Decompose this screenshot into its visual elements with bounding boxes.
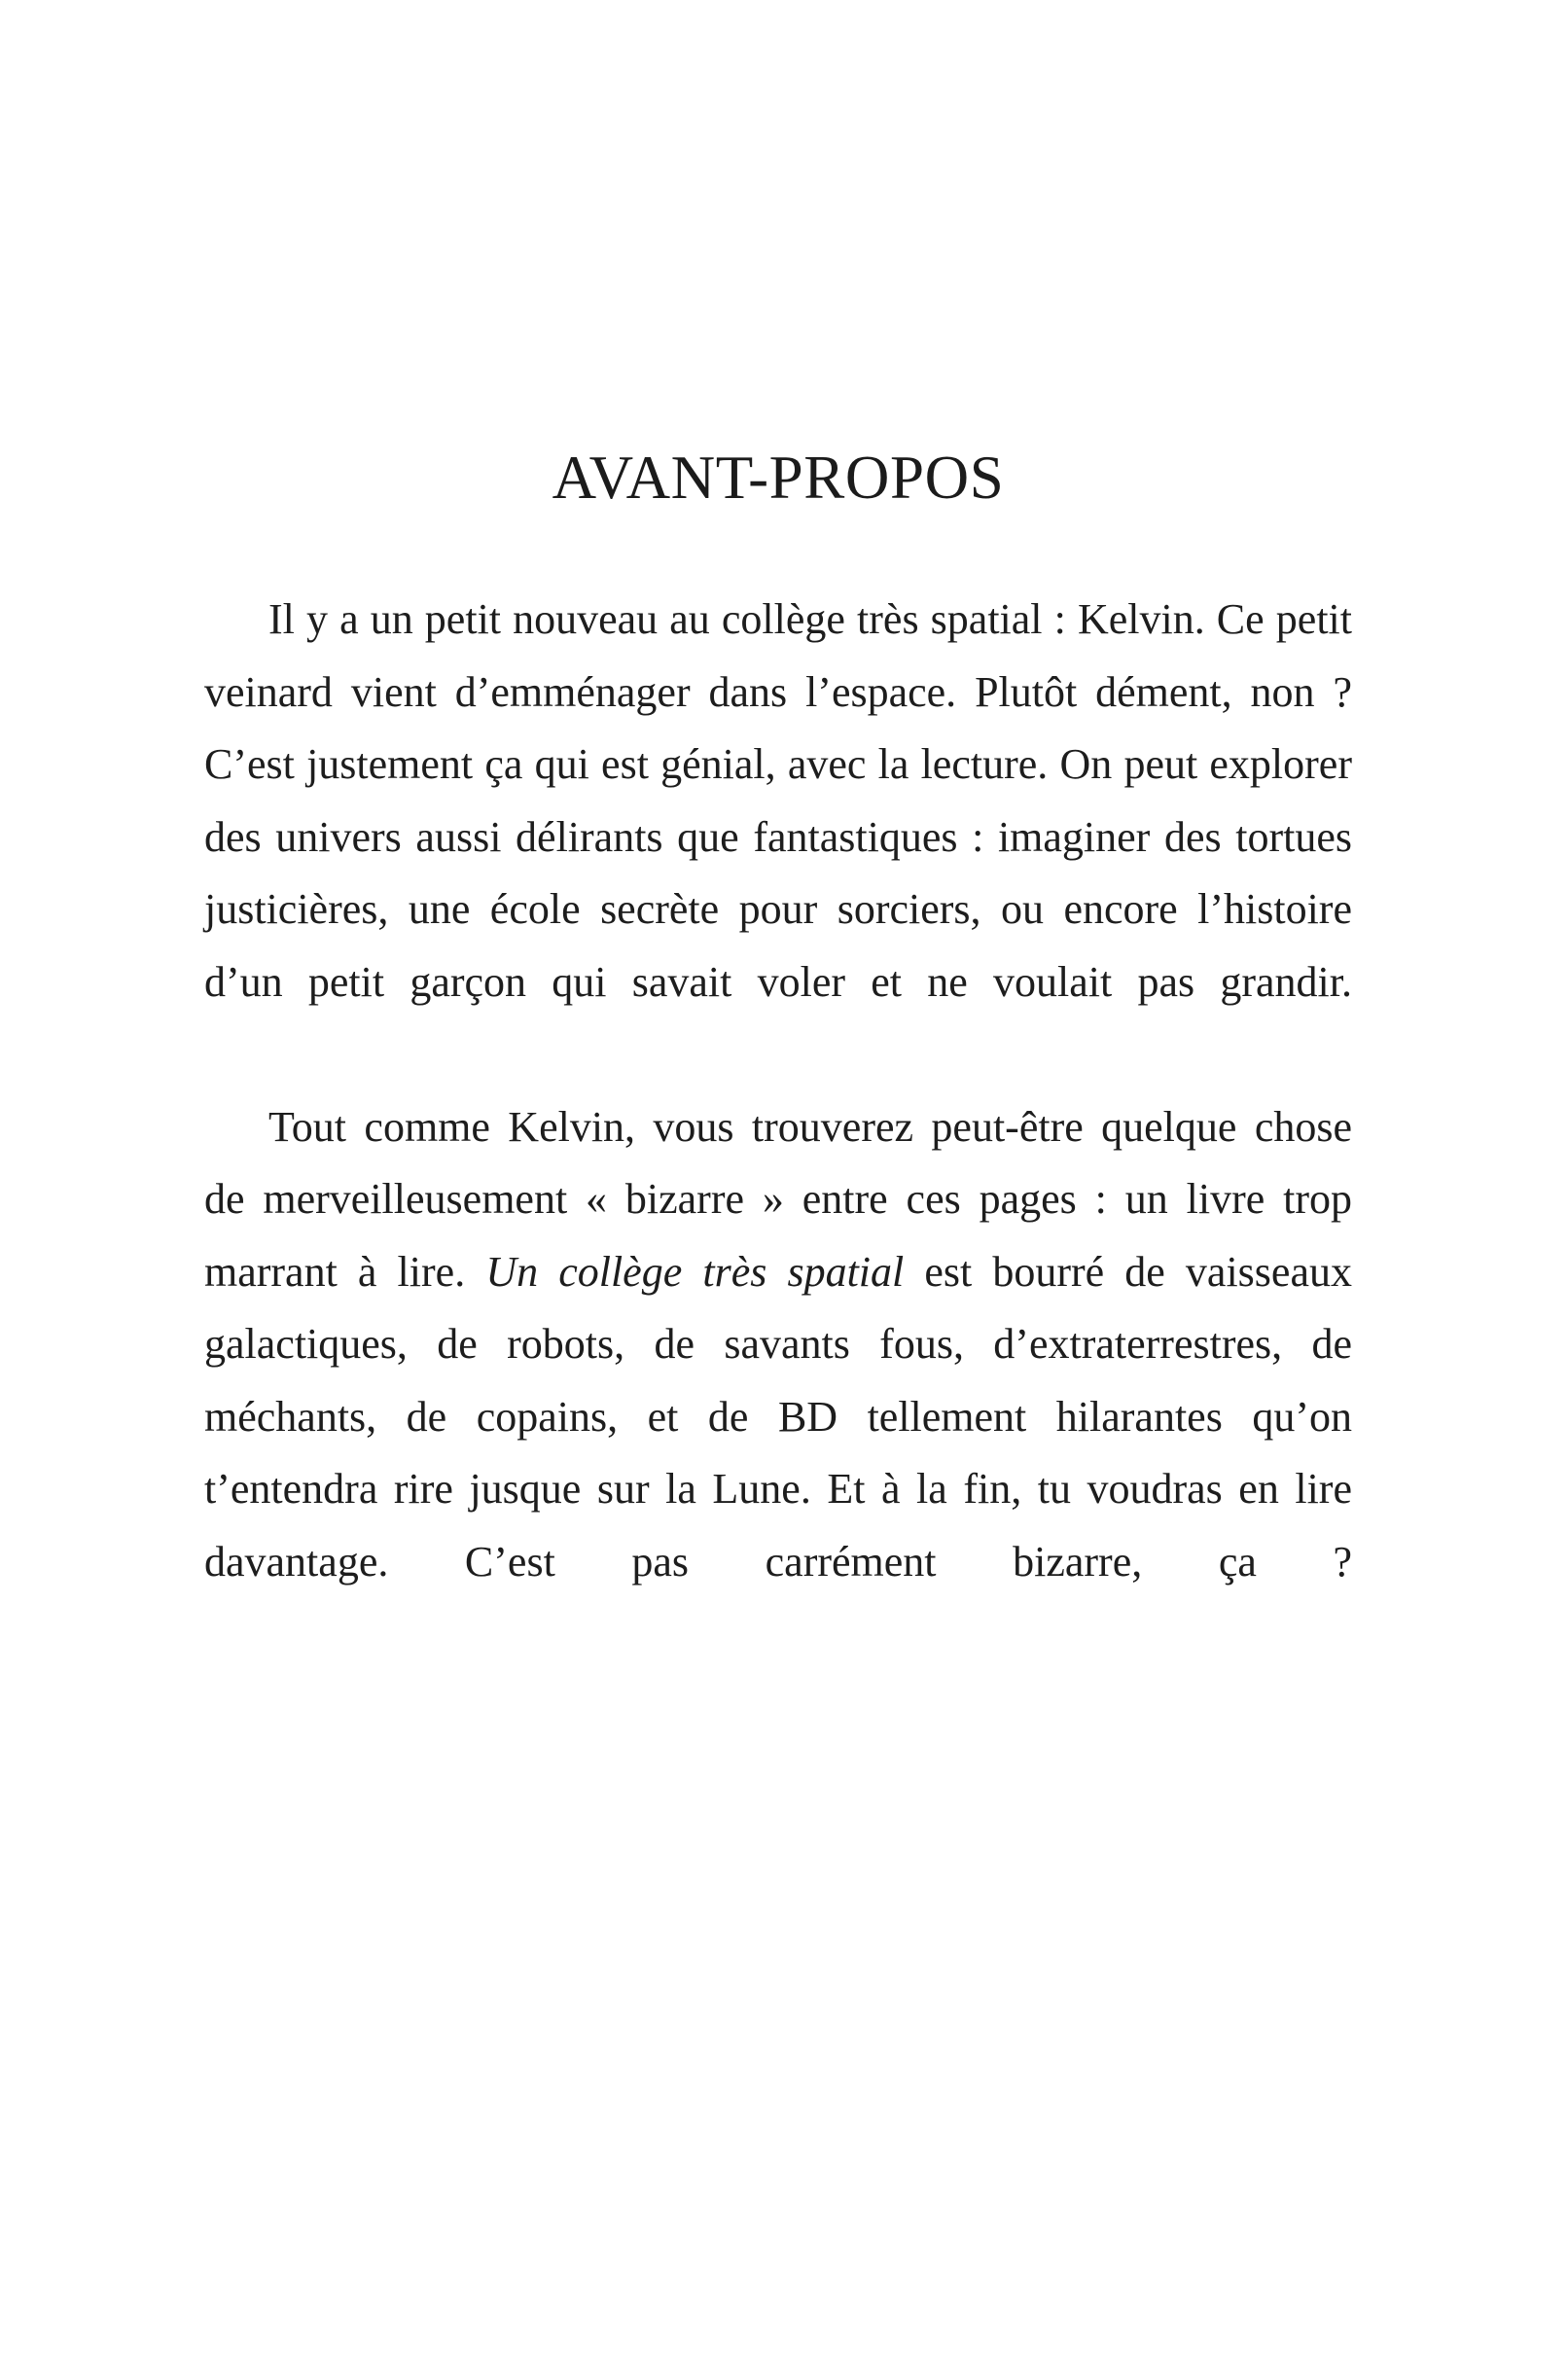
paragraph-2-text-part-2: est bourré de vaisseaux galactiques, de robots, de savants fous, d’extraterrestres, de méchants, de copains, et de BD tellement hilarantes qu’on t’entendra rire jusque sur la Lune. Et à la fin, tu voudras en lire davantage. C’est pas carrément bizarre, ça ?	[204, 1247, 1352, 1586]
body-copy	[204, 584, 1352, 1671]
page-title: AVANT-PROPOS	[552, 444, 1005, 513]
book-title-italic: Un collège très spatial	[485, 1247, 905, 1296]
paragraph-1	[204, 584, 1352, 1091]
paragraph-1-text: Il y a un petit nouveau au collège très spatial : Kelvin. Ce petit veinard vient d’emménager dans l’espace. Plutôt dément, non ? C’est justement ça qui est génial, avec la lecture. On peut explorer des univers aussi délirants que fantastiques : imaginer des tortues justicières, une école secrète pour sorciers, ou encore l’histoire d’un petit garçon qui savait voler et ne voulait pas grandir.	[204, 595, 1352, 1006]
paragraph-2-text-part-1: Tout comme Kelvin, vous trouverez peut-être quelque chose de merveilleusement « bizarre » entre ces pages : un livre trop marrant à lire.	[204, 1102, 1352, 1296]
paragraph-2	[204, 1091, 1352, 1671]
